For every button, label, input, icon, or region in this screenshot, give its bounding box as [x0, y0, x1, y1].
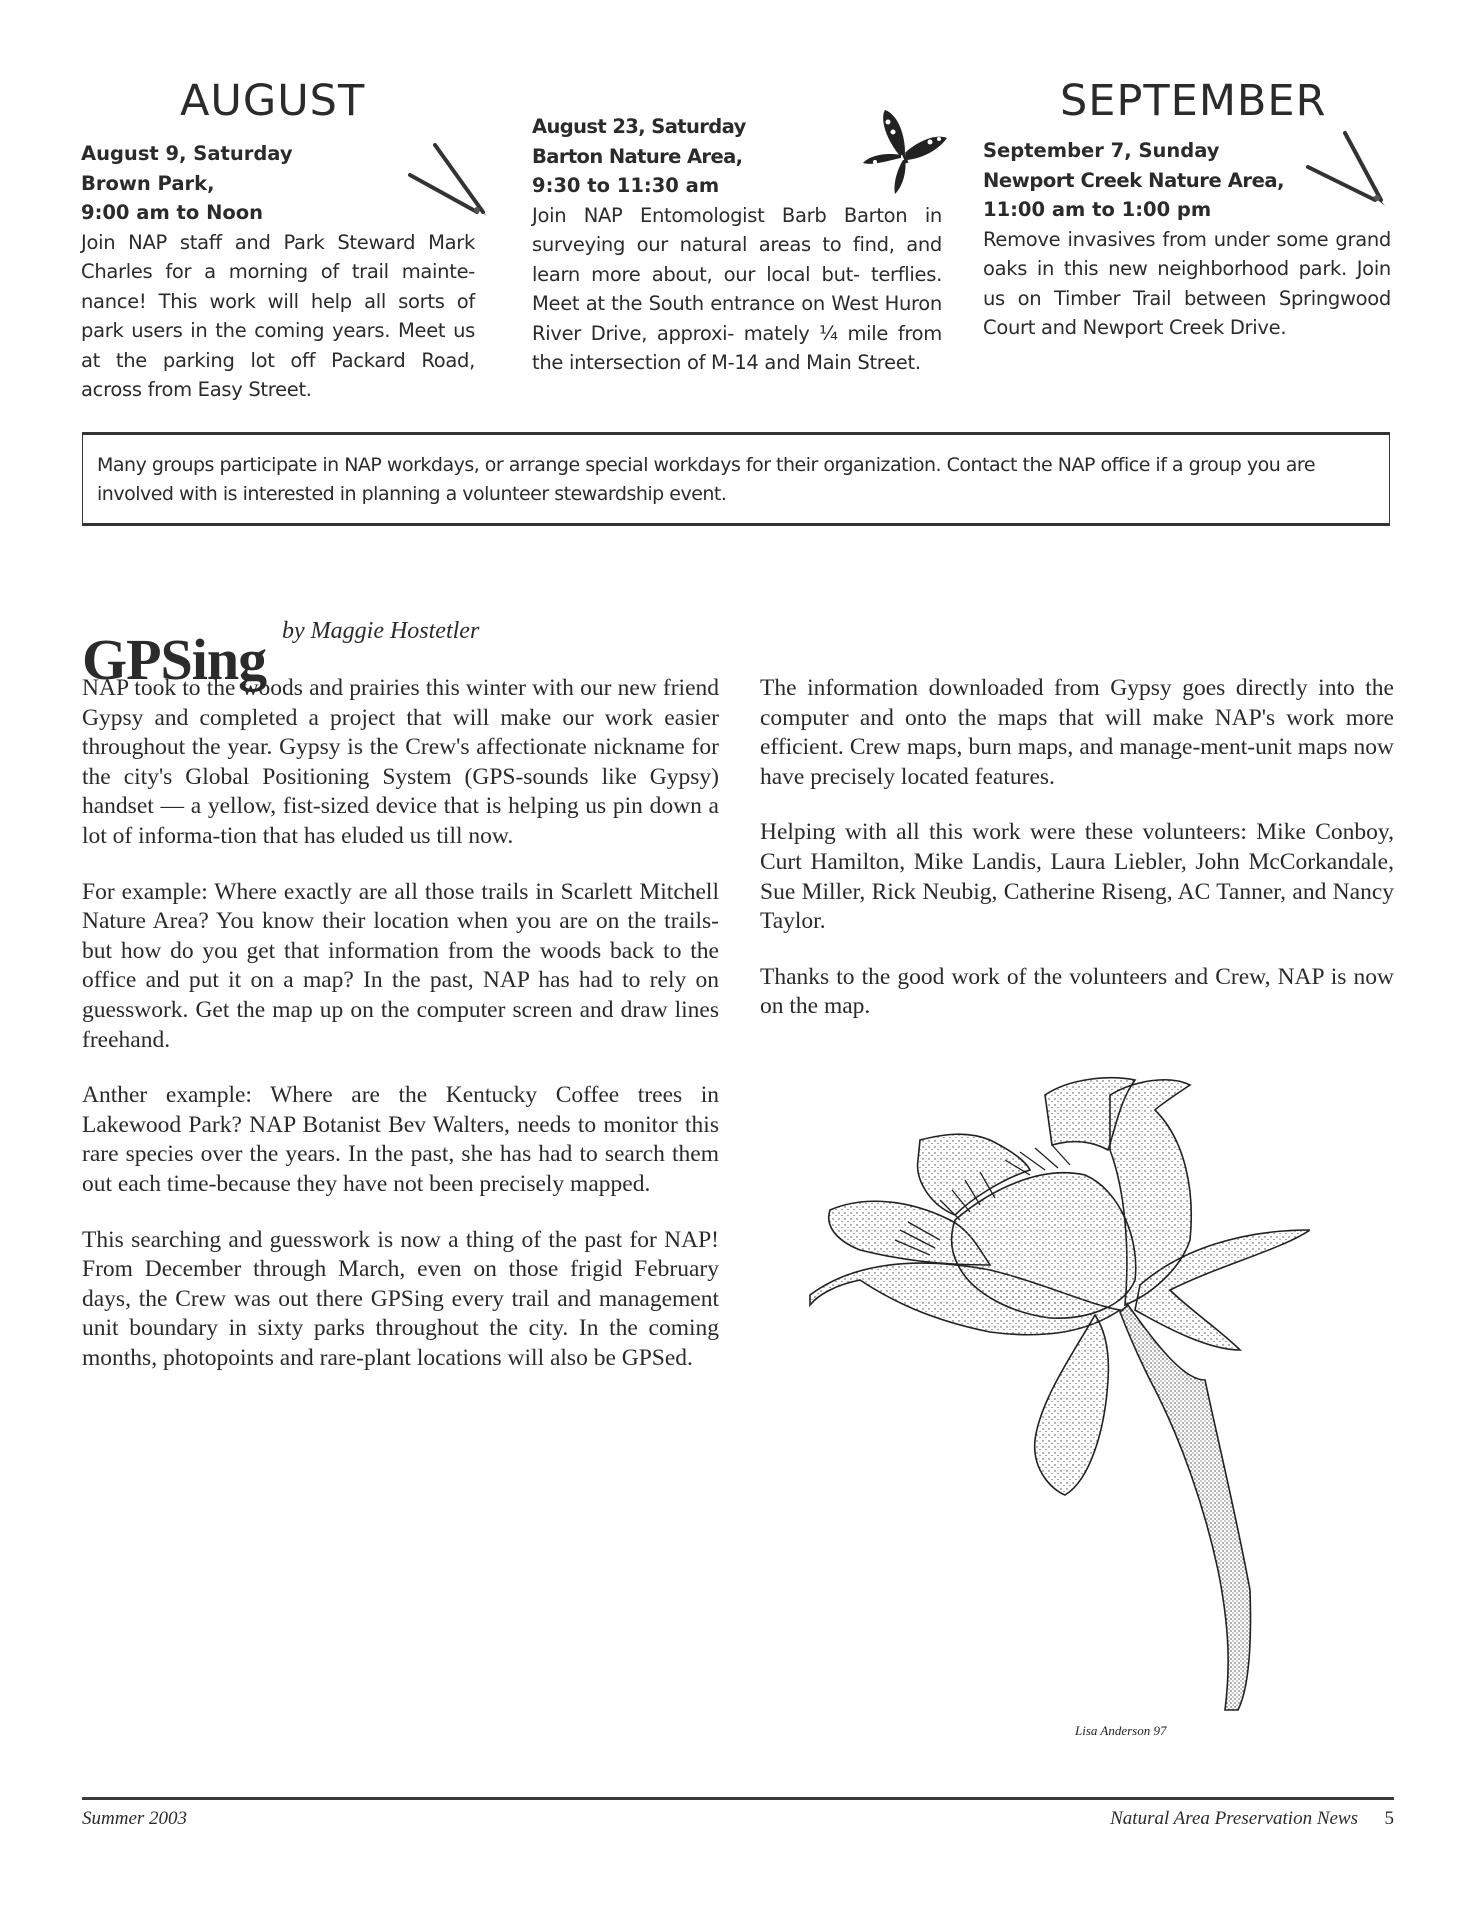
event-description: Join NAP Entomologist Barb Barton in surveying our natural areas to find, and learn more about, our local but- terflies. Meet at the South entrance on West Huron River Drive, approxi- mately ¼ mile from the intersection of M-14 and Main Street.: [532, 203, 942, 374]
month-title-september: SEPTEMBER: [1060, 76, 1327, 126]
article-paragraph: Helping with all this work were these volunteers: Mike Conboy, Curt Hamilton, Mike Landis, Laura Liebler, John McCorkandale, Sue Miller, Rick Neubig, Catherine Riseng, AC Tanner, and Nancy Taylor.: [760, 819, 1394, 935]
footer-season: Summer 2003: [82, 1808, 188, 1829]
notice-box: [82, 432, 1390, 526]
footer-publication: Natural Area Preservation News: [1110, 1808, 1358, 1829]
article-paragraph: The information downloaded from Gypsy goes directly into the computer and onto the maps that will make NAP's work more efficient. Crew maps, burn maps, and manage-ment-unit maps now have precisely located features.: [760, 675, 1394, 790]
event-date: August 23, Saturday: [532, 115, 746, 138]
event-time: 9:30 to 11:30 am: [532, 174, 720, 197]
article-paragraph: This searching and guesswork is now a thing of the past for NAP! From December through March, even on those frigid February days, the Crew was out there GPSing every trail and management unit boundary in sixty parks throughout the city. In the coming months, photopoints and rare-plant locations will also be GPSed.: [82, 1226, 719, 1371]
butterfly-icon: [855, 108, 950, 198]
loppers-icon: [1305, 130, 1390, 210]
footer-rule: [82, 1797, 1394, 1800]
notice-text: Many groups participate in NAP workdays, or arrange special workdays for their organization. Contact the NAP office if a group you are involved with is interested in planning a volunteer stewardship event.: [97, 454, 1316, 505]
event-time: 9:00 am to Noon: [81, 201, 264, 224]
event-location: Brown Park,: [81, 171, 215, 195]
event-date: September 7, Sunday: [983, 139, 1220, 162]
event-date: August 9, Saturday: [81, 142, 293, 165]
article-title: GPSing: [82, 626, 267, 692]
article-column-left: [82, 674, 719, 1399]
month-title-august: AUGUST: [180, 76, 366, 126]
event-time: 11:00 am to 1:00 pm: [983, 198, 1212, 221]
event-description: Remove invasives from under some grand oaks in this new neighborhood park. Join us on Timber Trail between Springwood Court and Newport Creek Drive.: [983, 227, 1391, 339]
article-paragraph: NAP took to the woods and prairies this winter with our new friend Gypsy and completed a project that will make our work easier throughout the year. Gypsy is the Crew's affectionate nickname for the city's Global Positioning System (GPS-sounds like Gypsy) handset — a yellow, fist-sized device that is helping us pin down a lot of informa-tion that has eluded us till now.: [82, 675, 719, 849]
event-location: Newport Creek Nature Area,: [983, 168, 1285, 192]
flower-illustration: [790, 1050, 1310, 1770]
loppers-icon: [405, 140, 490, 220]
event-description: Join NAP staff and Park Steward Mark Charles for a morning of trail mainte- nance! This work will help all sorts of park users in the coming years. Meet us at the parking lot off Packard Road, across from Easy Street.: [81, 230, 475, 401]
article-paragraph: For example: Where exactly are all those trails in Scarlett Mitchell Nature Area? You know their location when you are on the trails-but how do you get that information from the woods back to the office and put it on a map? In the past, NAP has had to rely on guesswork. Get the map up on the computer screen and draw lines freehand.: [82, 878, 719, 1053]
event-location: Barton Nature Area,: [532, 144, 743, 168]
article-paragraph: Anther example: Where are the Kentucky Coffee trees in Lakewood Park? NAP Botanist Bev Walters, needs to monitor this rare species over the years. In the past, she has had to search them out each time-because they have not been precisely mapped.: [82, 1082, 719, 1197]
footer-page-number: 5: [1384, 1808, 1394, 1829]
article-column-right: [760, 674, 1394, 1048]
article-byline: by Maggie Hostetler: [282, 618, 480, 644]
illustration-signature: Lisa Anderson 97: [1075, 1723, 1167, 1738]
article-paragraph: Thanks to the good work of the volunteers and Crew, NAP is now on the map.: [760, 963, 1394, 1020]
